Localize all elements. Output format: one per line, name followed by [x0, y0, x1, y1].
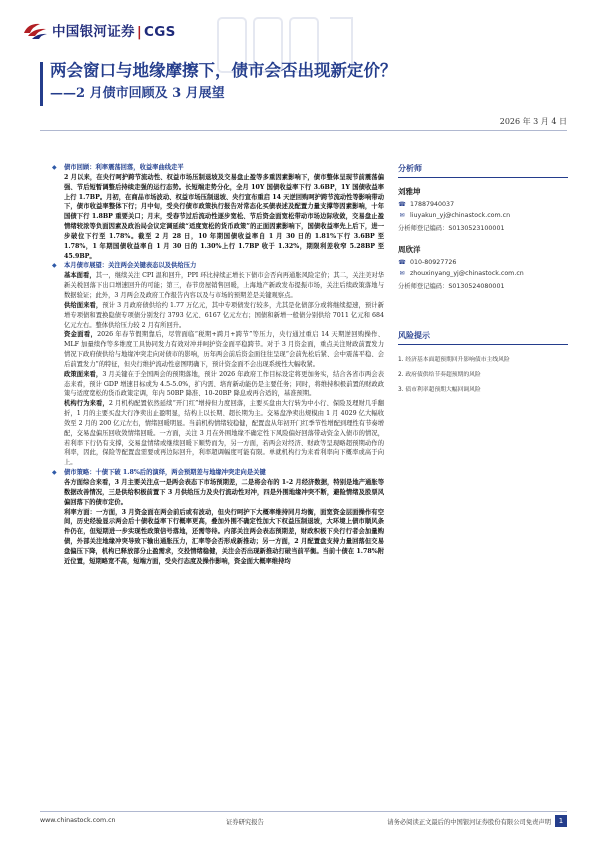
footer-url[interactable]: www.chinastock.com.cn: [40, 817, 116, 824]
footer: [40, 816, 567, 830]
paragraph-supply: 供给面来看，预计 3 月政府债供给约 1.77 万亿元，其中专项债发行较多，尤其是化债部分或将继续提速，预计新增专项债和置换隐债专项债分别发行 3793 亿元、6167 亿元左右；国债和新增一般债分别供给 7011 亿元和 684 亿元左右。整体供给压力较 2 月有所回升。: [64, 301, 384, 329]
sidebar: [398, 163, 568, 398]
section-heading-outlook: ◆ 本月债市展望：关注两会关键表态以及供给压力: [64, 261, 384, 271]
section-heading-strategy: ◆ 债市策略：十债下破 1.8%后的演绎，两会预期差与地缘冲突走向是关键: [64, 468, 384, 478]
analyst-phone: 010-80927726: [410, 259, 457, 266]
logo-text: 中国银河证券 | CGS: [52, 24, 176, 40]
footer-disclaimer: 请务必阅读正文最后的中国银河证券股份有限公司免责声明: [387, 819, 551, 826]
analyst-cert: 分析师登记编码：S0130524080001: [398, 283, 505, 290]
analyst-name: 周欣洋: [398, 245, 421, 254]
report-title-block: [40, 60, 560, 104]
risk-item: 3. 债市利率超预期大幅回调风险: [398, 387, 481, 393]
risk-item: 2. 政府债供给节奏超预期的风险: [398, 372, 481, 378]
report-date: 2026 年 3 月 4 日: [499, 117, 567, 126]
paragraph-rates: 利率方面：一方面，3 月资金面在两会前后或有波动，但央行呵护下大概率维持同月均衡，面宽资金层面操作有空间，历史经验显示两会后十债收益率下行概率更高，叠加外围不确定性加大下权益压制退坡，大环境上债市顺风条件仍在，但短期进一步实现性政策信号落地，还需等待。内部关注两会表态预期差，财政积极下央行行者会加量购债，外部关注地缘冲突导致下输出通胀压力，汇率等会否形成新推动；另一方面，2 月配置盘支持力量回落但交易盘偏压下降，机构已释放部分止盈需求，交投情绪稳健，关注会否出现新推动打破当前平衡。当前十债在 1.78%附近位置，短期略宽不高，短端方面，受央行态度及操作影响，资金面大概率维持均: [64, 508, 384, 565]
analyst-phone: 17887940037: [410, 201, 455, 208]
email-icon: ✉: [399, 270, 405, 277]
email-icon: ✉: [399, 212, 405, 219]
analyst-email[interactable]: liuyakun_yj@chinastock.com.cn: [410, 212, 511, 219]
analyst-email-row: [398, 270, 568, 277]
risk-list: [398, 353, 568, 398]
analyst-phone-row: [398, 201, 568, 208]
page-number: 1: [555, 815, 567, 827]
phone-icon: ☎: [398, 259, 406, 266]
paragraph-policy: 政策面来看，3 月关键在于全国两会的预期落地，预计 2026 年政府工作目标设定将更加务实，结合各省市两会表态来看，预计 GDP 增速目标或为 4.5-5.0%，扩内需、培育新动能仍是主要任务；同时，将维持积极前置的财政政策与适度宽松的货币政策定调，年内 50BP 降准、10-20BP 降息或再合适的，基准预期。: [64, 370, 384, 398]
report-subtitle: ——2 月债市回顾及 3 月展望: [50, 86, 225, 101]
company-logo: [22, 18, 176, 42]
risk-heading: 风险提示: [398, 330, 568, 345]
report-title: 两会窗口与地缘摩擦下，债市会否出现新定价？: [50, 61, 397, 80]
cgs-logo-icon: [22, 19, 48, 41]
footer-report-type: 证券研究报告: [226, 819, 264, 826]
section-heading-review: ◆ 债市回顾：利率震荡回落，收益率曲线走平: [64, 163, 384, 173]
paragraph-fundamentals: 基本面看，其一，继续关注 CPI 温和回升，PPI 环比持续正增长下债市会否向再通胀风险定价；其二，关注美对华新关税回落下出口增速回升的可能；第三，春节房屋销售回暖，上海地产新政发布提振市场，关注后续政策落地与数据验证；此外，3 月两会及政府工作报告内容以及与市场的预期差是关键观察点。: [64, 272, 385, 299]
main-content: [64, 163, 384, 567]
analyst-email-row: [398, 212, 568, 219]
analyst-name: 刘雅坤: [398, 187, 421, 196]
paragraph-institutions: 机构行为来看，2 月机构配置依然延续“开门红”增持但力度回落，主要买盘由大行转为中小行、保险及理财几乎翻折，1 月的主要买盘大行净卖出止盈明显，结构上以长期、超长期为主。交易盘净卖出规模由 1 月 4029 亿大幅收敛至 2 月的 200 亿元左右，情绪回暖明显。当前机构情绪较稳健，配置盘从年初开门红季节性增配到理性有节奏增配，交易盘偏压回收敛情绪回暖。一方面，关注 3 月在外围地缘不确定性下风险偏好回落带动资金入债市的情况，若利率下行仍有支撑，交易盘情绪或继续回暖下顺势而为，另一方面，若两会对经济、财政等呈现略超预期动作的利率，因此，保险等配置盘需要或再边际回升，利率超调幅度可能有限。单就机构行为来看利率向下概率或高于向上。: [64, 400, 385, 467]
header-divider: [40, 130, 567, 131]
paragraph-review: 2 月以来，在央行呵护跨节流动性、权益市场压制退坡及交易盘止盈等多重因素影响下，债市整体呈现节前震荡偏强、节后短暂调整后持续走强的运行态势。长短端走势分化，全月 10Y 国债收益率下行 3.6BP，1Y 国债收益率上行 1.7BP。月初，在商品市场波动、权益市场压制退坡、央行宣布重启 14 天逆回购呵护跨节流动性等影响带动下，债市收益率整体下行；月中旬，受央行债市政策执行报告对常态化买债表述及配置力量支撑等因素影响，十年国债下行 1.8BP 重要关口；月末，受春节过后流动性逐步宽松、节后资金面宽松带动市场边际收敛，交易盘止盈情绪较浓等负面因素及政治局会议定调延续“适度宽松的货币政策”的正面因素影响下，国债收益率先上后下，进一步破位下行至 1.78%。截至 2 月 28 日，10 年期国债收益率自 1 月 30 日的 1.81%下行 3.6BP 至 1.78%，1 年期国债收益率自 1 月 30 日的 1.30%上行 1.7BP 收于 1.32%，期限利差收窄 5.28BP 至 45.9BP。: [64, 173, 384, 260]
risk-item: 1. 经济基本面超预期回升影响债市主线风险: [398, 357, 510, 363]
phone-icon: ☎: [398, 201, 406, 208]
analyst-phone-row: [398, 259, 568, 266]
analysts-heading: 分析师: [398, 163, 568, 178]
paragraph-strategy-summary: 各方面综合来看，3 月主要关注点一是两会表态下市场预期差，二是将会布的 1-2 月经济数据，特别是地产通胀等数据改善情况，三是供给积极前置下 3 月供给压力及央行流动性对冲，四是外围地缘冲突不断，避险情绪及股票风偏回落下的债市定价。: [64, 479, 384, 506]
paragraph-liquidity: 资金面看，2026 年春节假期靠后，尽管面临“税期+跨月+跨节”等压力，央行通过重启 14 天期逆回购操作、MLF 加量续作等多维度工具协同发力有效对冲并呵护资金面平稳跨节。对于 3 月资金面，重点关注财政前置发力情况下政府债供给与地缘冲突走向对债市的影响，历年两会前后资金面往往呈现“会前先松后紧、会中震荡平稳、会后前置发力”的特征，但央行维护流动性意图明确下，预计资金面不会出现系统性大幅收紧。: [64, 331, 384, 368]
footer-divider: [40, 811, 567, 812]
analyst-cert: 分析师登记编码：S0130523100001: [398, 225, 505, 232]
analyst-email[interactable]: zhouxinyang_yj@chinastock.com.cn: [410, 270, 524, 277]
